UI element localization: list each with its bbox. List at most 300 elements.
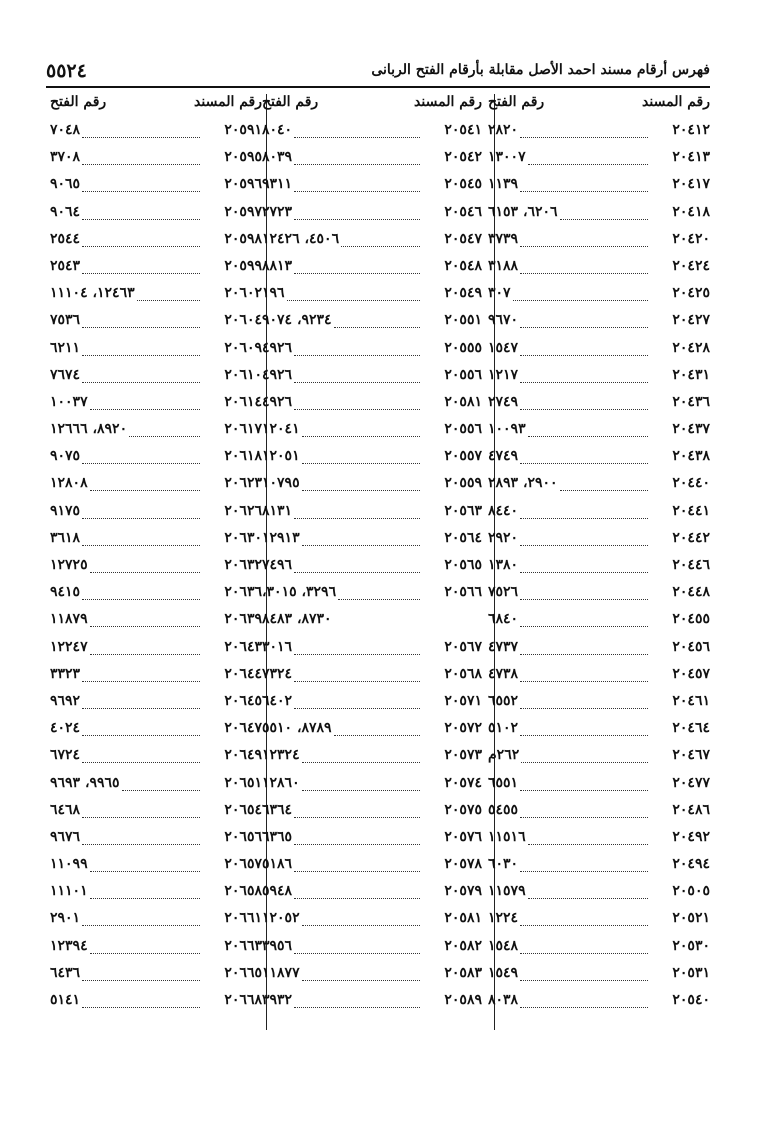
index-row (50, 172, 262, 199)
fath-number: ٥١٤١ (50, 992, 81, 1008)
leader-dots (302, 423, 420, 437)
fath-entry (50, 204, 202, 220)
musnad-number: ٢٠٥٠٥ (672, 883, 710, 900)
fath-entry (262, 231, 422, 247)
musnad-number: ٢٠٦٣٩ (224, 611, 262, 628)
column-headings (262, 92, 482, 118)
index-row (488, 526, 710, 553)
musnad-number: ٢٠٥٥٥ (444, 339, 482, 356)
fath-heading: رقم الفتح (262, 94, 319, 110)
musnad-number: ٢٠٦٦٥ (224, 964, 262, 981)
index-row (262, 852, 482, 879)
leader-dots (294, 342, 420, 356)
musnad-number: ٢٠٥٣٠ (672, 937, 710, 954)
musnad-number: ٢٠٥٩٨ (224, 230, 262, 247)
fath-entry (488, 775, 650, 791)
leader-dots (82, 450, 200, 464)
index-row (262, 444, 482, 471)
leader-dots (520, 505, 648, 519)
fath-entry (262, 394, 422, 410)
leader-dots (122, 777, 200, 791)
fath-entry (262, 176, 422, 192)
fath-entry (262, 367, 422, 383)
fath-entry (488, 312, 650, 328)
index-rows (50, 118, 262, 1015)
fath-number: ٦٣٦٥ (262, 828, 293, 845)
musnad-number: ٢٠٤٧٧ (672, 774, 710, 791)
fath-number: ٥١٠٢ (488, 720, 519, 737)
fath-number: ٤٩٢٦ (262, 366, 293, 383)
musnad-number: ٢٠٦٣٠ (224, 529, 262, 546)
leader-dots (520, 314, 648, 328)
fath-number: ٧٥٣٦ (50, 312, 81, 329)
index-row (488, 254, 710, 281)
index-row (488, 825, 710, 852)
leader-dots (520, 396, 648, 410)
fath-entry (262, 666, 422, 682)
leader-dots (520, 613, 648, 627)
index-row (488, 662, 710, 689)
leader-dots (90, 477, 200, 491)
index-row (262, 988, 482, 1015)
index-row (262, 308, 482, 335)
fath-number: ٤٧٤٩ (488, 448, 519, 465)
musnad-number: ٢٠٤٥٥ (672, 611, 710, 628)
musnad-number: ٢٠٤٦٤ (672, 720, 710, 737)
fath-number: ٣١٨٨ (488, 257, 519, 274)
musnad-number: ٢٠٤٢٠ (672, 230, 710, 247)
leader-dots (334, 314, 420, 328)
fath-number: ١١٥٧٩ (488, 883, 526, 900)
leader-dots (82, 314, 200, 328)
fath-entry (262, 611, 422, 627)
leader-dots (137, 287, 200, 301)
index-row (50, 662, 262, 689)
fath-number: ٦٢٠٦، ٦١٥٣ (488, 203, 558, 220)
musnad-number: ٢٠٦٥٨ (224, 883, 262, 900)
index-row (50, 390, 262, 417)
leader-dots (338, 586, 420, 600)
leader-dots (90, 613, 200, 627)
fath-entry (50, 584, 202, 600)
fath-number: ٤٩٢٦ (262, 339, 293, 356)
fath-number: ٧٤٩٦ (262, 557, 293, 573)
index-row (50, 934, 262, 961)
fath-entry (50, 503, 202, 519)
index-row (488, 553, 710, 580)
index-row (50, 336, 262, 363)
index-row (50, 961, 262, 988)
fath-number: ٣٣٢٣ (50, 665, 81, 682)
leader-dots (82, 260, 200, 274)
musnad-heading: رقم المسند (194, 94, 262, 110)
musnad-number: ٢٠٤٢٤ (672, 257, 710, 274)
fath-entry (50, 340, 202, 356)
leader-dots (520, 450, 648, 464)
musnad-number: ٢٠٥٦٨ (444, 665, 482, 682)
fath-number: ١١٣٩ (488, 176, 519, 193)
musnad-heading: رقم المسند (414, 94, 482, 110)
leader-dots (528, 151, 648, 165)
fath-entry (50, 910, 202, 926)
leader-dots (82, 206, 200, 220)
leader-dots (520, 722, 648, 736)
fath-number: ١٣٠٠٧ (488, 149, 526, 166)
musnad-number: ٢٠٥٤٥ (444, 176, 482, 193)
fath-entry (262, 829, 422, 845)
leader-dots (520, 559, 648, 573)
fath-entry (488, 122, 650, 138)
index-row (488, 988, 710, 1015)
index-row (488, 852, 710, 879)
leader-dots (90, 396, 200, 410)
fath-entry (488, 421, 650, 437)
fath-number: ٨٨١٣ (262, 257, 293, 274)
fath-number: ٨٧٣٠، ٨٤٨٣ (262, 611, 332, 628)
musnad-number: ٢٠٤٤٦ (672, 557, 710, 573)
column-headings (50, 92, 262, 118)
fath-entry (262, 122, 422, 138)
musnad-number: ٢٠٥٦٥ (444, 557, 482, 573)
musnad-number: ٢٠٥٧٩ (444, 883, 482, 900)
fath-number: ٦٧٢٤ (50, 747, 81, 764)
musnad-number: ٢٠٦٣٦ (224, 584, 262, 601)
leader-dots (302, 450, 420, 464)
musnad-number: ٢٠٥٢١ (672, 910, 710, 927)
musnad-number: ٢٠٥٤١ (444, 122, 482, 138)
leader-dots (287, 287, 420, 301)
index-column-right (488, 92, 710, 1008)
fath-entry (488, 584, 650, 600)
musnad-heading: رقم المسند (642, 94, 710, 110)
fath-entry (262, 475, 422, 491)
index-row (50, 580, 262, 607)
fath-number: ١١٥١٦ (488, 828, 526, 845)
leader-dots (82, 967, 200, 981)
fath-entry (50, 231, 202, 247)
leader-dots (302, 912, 420, 926)
fath-entry (262, 421, 422, 437)
leader-dots (82, 668, 200, 682)
musnad-number: ٢٠٥٦٧ (444, 638, 482, 655)
fath-number: ٩٦٧٠ (488, 312, 519, 329)
fath-number: ٩٤١٥ (50, 584, 81, 601)
fath-entry (262, 883, 422, 899)
fath-number: ١٠٠٣٧ (50, 393, 88, 410)
page-header (46, 60, 710, 84)
leader-dots (520, 695, 648, 709)
leader-dots (520, 532, 648, 546)
musnad-number: ٢٠٦٢٦ (224, 502, 262, 519)
fath-number: ٩٦٩٢ (50, 692, 81, 709)
leader-dots (302, 477, 420, 491)
musnad-number: ٢٠٥٤٢ (444, 149, 482, 166)
fath-number: ١٢٠٤١ (262, 421, 300, 438)
fath-entry (50, 421, 202, 437)
musnad-number: ٢٠٥٧٢ (444, 720, 482, 737)
fath-entry (50, 557, 202, 573)
fath-entry (50, 938, 202, 954)
musnad-number: ٢٠٥٥٦ (444, 421, 482, 438)
index-row (50, 825, 262, 852)
musnad-number: ٢٠٦٠٢ (224, 285, 262, 302)
leader-dots (520, 777, 648, 791)
leader-dots (294, 641, 420, 655)
leader-dots (520, 804, 648, 818)
musnad-number: ٢٠٤٣٦ (672, 393, 710, 410)
fath-entry (488, 285, 650, 301)
musnad-number: ٢٠٦٥٤ (224, 801, 262, 818)
fath-entry (262, 530, 422, 546)
index-row (262, 906, 482, 933)
musnad-number: ٢٠٦٥٧ (224, 856, 262, 873)
fath-entry (50, 720, 202, 736)
leader-dots (294, 369, 420, 383)
fath-entry (50, 122, 202, 138)
fath-number: ٣٧٠٨ (50, 149, 81, 166)
leader-dots (294, 559, 420, 573)
index-row (488, 635, 710, 662)
fath-entry (488, 204, 650, 220)
fath-entry (50, 530, 202, 546)
index-row (262, 281, 482, 308)
musnad-number: ٢٠٥٤٦ (444, 203, 482, 220)
fath-entry (262, 149, 422, 165)
musnad-number: ٢٠٤٢٧ (672, 312, 710, 329)
fath-number: ١٥٤٧ (488, 339, 519, 356)
fath-entry (488, 231, 650, 247)
musnad-number: ٢٠٤٣٨ (672, 448, 710, 465)
leader-dots (82, 994, 200, 1008)
fath-number: ٣٦١٨ (50, 529, 81, 546)
index-row (50, 852, 262, 879)
index-column-middle (262, 92, 482, 1008)
index-row (50, 689, 262, 716)
musnad-number: ٢٠٥٧٦ (444, 828, 482, 845)
fath-number: ١٢٣٩٤ (50, 937, 88, 954)
leader-dots (294, 994, 420, 1008)
musnad-number: ٢٠٤٤٢ (672, 529, 710, 546)
musnad-number: ٢٠٤٢٥ (672, 285, 710, 302)
fath-entry (488, 693, 650, 709)
fath-entry (50, 775, 202, 791)
musnad-number: ٢٠٥٥٧ (444, 448, 482, 465)
leader-dots (82, 912, 200, 926)
fath-entry (262, 557, 422, 573)
leader-dots (82, 586, 200, 600)
leader-dots (82, 178, 200, 192)
fath-number: ٩١٧٥ (50, 502, 81, 519)
leader-dots (520, 940, 648, 954)
fath-entry (50, 611, 202, 627)
fath-entry (488, 992, 650, 1008)
fath-number: ١٢٨٠٨ (50, 475, 88, 492)
leader-dots (521, 749, 648, 763)
fath-number: ٩٣١١ (262, 176, 293, 193)
fath-entry (50, 747, 202, 763)
index-row (262, 417, 482, 444)
leader-dots (520, 858, 648, 872)
index-row (488, 444, 710, 471)
index-row (262, 607, 482, 634)
fath-entry (50, 802, 202, 818)
index-row (488, 580, 710, 607)
index-row (50, 743, 262, 770)
index-row (488, 771, 710, 798)
fath-number: ٢٧٤٩ (488, 393, 519, 410)
fath-entry (262, 584, 422, 600)
musnad-number: ٢٠٥٧٤ (444, 774, 482, 791)
musnad-number: ٢٠٦٤٣ (224, 638, 262, 655)
index-row (50, 308, 262, 335)
leader-dots (560, 206, 648, 220)
fath-entry (488, 149, 650, 165)
fath-entry (488, 938, 650, 954)
leader-dots (90, 559, 200, 573)
musnad-number: ٢٠٤٤١ (672, 502, 710, 519)
leader-dots (513, 287, 648, 301)
leader-dots (82, 233, 200, 247)
fath-entry (50, 312, 202, 328)
fath-number: ٤٥٠٦، ١٢٤٢٦ (262, 230, 340, 247)
index-row (262, 879, 482, 906)
musnad-number: ٢٠٥٨٣ (444, 964, 482, 981)
index-row (488, 227, 710, 254)
fath-entry (50, 965, 202, 981)
fath-number: ٦٤٠٢ (262, 692, 293, 709)
index-row (50, 988, 262, 1015)
fath-number: ٨٤٤٠ (488, 502, 519, 519)
fath-entry (262, 910, 422, 926)
fath-entry (50, 666, 202, 682)
index-row (262, 580, 482, 607)
leader-dots (520, 342, 648, 356)
fath-entry (488, 666, 650, 682)
fath-entry (262, 448, 422, 464)
musnad-number: ٢٠٥٦٤ (444, 529, 482, 546)
musnad-number: ٢٠٦١٨ (224, 448, 262, 465)
index-row (262, 254, 482, 281)
leader-dots (334, 614, 420, 627)
fath-entry (488, 802, 650, 818)
fath-number: ٤٧٣٨ (488, 665, 519, 682)
fath-entry (50, 394, 202, 410)
fath-number: ١١٨٧٧ (262, 964, 300, 981)
leader-dots (82, 749, 200, 763)
fath-number: ٦٨٤٠ (488, 611, 519, 628)
index-row (488, 607, 710, 634)
index-row (262, 499, 482, 526)
fath-entry (262, 720, 422, 736)
fath-number: ١٢٩١٣ (262, 529, 300, 546)
fath-entry (262, 775, 422, 791)
index-row (50, 499, 262, 526)
index-row (262, 118, 482, 145)
index-row (262, 662, 482, 689)
fath-entry (488, 747, 650, 763)
leader-dots (294, 206, 420, 220)
leader-dots (294, 151, 420, 165)
musnad-number: ٢٠٥٩٦ (224, 176, 262, 193)
fath-entry (488, 176, 650, 192)
index-row (488, 308, 710, 335)
fath-entry (488, 557, 650, 573)
index-row (50, 363, 262, 390)
index-row (50, 771, 262, 798)
leader-dots (302, 967, 420, 981)
fath-number: ٨٧٨٩، ٥٥١٠ (262, 720, 332, 737)
fath-number: ١٢٣٢٤ (262, 747, 300, 764)
musnad-number: ٢٠٤٩٢ (672, 828, 710, 845)
fath-entry (50, 285, 202, 301)
fath-number: ٩٠٧٥ (50, 448, 81, 465)
musnad-number: ٢٠٥٦٦ (444, 584, 482, 601)
index-row (50, 200, 262, 227)
index-row (488, 471, 710, 498)
fath-entry (262, 503, 422, 519)
fath-number: ١٢١٧ (488, 366, 519, 383)
musnad-number: ٢٠٤١٣ (672, 149, 710, 166)
musnad-number: ٢٠٦١٤ (224, 393, 262, 410)
leader-dots (520, 586, 648, 600)
index-row (50, 417, 262, 444)
musnad-number: ٢٠٥٧١ (444, 692, 482, 709)
fath-entry (50, 829, 202, 845)
musnad-number: ٢٠٤٨٦ (672, 801, 710, 818)
musnad-number: ٢٠٦٦٨ (224, 992, 262, 1008)
musnad-number: ٢٠٥٤٧ (444, 230, 482, 247)
leader-dots (520, 178, 648, 192)
index-row (50, 879, 262, 906)
leader-dots (341, 233, 420, 247)
musnad-number: ٢٠٦١٠ (224, 366, 262, 383)
fath-entry (488, 530, 650, 546)
index-row (262, 961, 482, 988)
fath-number: ٢٥٤٣ (50, 257, 81, 274)
leader-dots (294, 695, 420, 709)
index-row (262, 390, 482, 417)
fath-heading: رقم الفتح (488, 94, 545, 110)
musnad-number: ٢٠٥٥٦ (444, 366, 482, 383)
musnad-number: ٢٠٤٥٦ (672, 638, 710, 655)
leader-dots (294, 831, 420, 845)
fath-number: ١٠٧٩٥ (262, 475, 300, 492)
fath-number: ٢٩٠٠، ٢٨٩٣ (488, 475, 558, 492)
fath-number: ١٢٠٥٢ (262, 910, 300, 927)
fath-number: ٣٧٣٩ (488, 230, 519, 247)
leader-dots (82, 505, 200, 519)
fath-entry (488, 639, 650, 655)
fath-entry (262, 938, 422, 954)
fath-entry (50, 693, 202, 709)
index-row (50, 444, 262, 471)
fath-entry (488, 720, 650, 736)
index-row (50, 635, 262, 662)
fath-entry (488, 883, 650, 899)
musnad-number: ٢٠٥٦٣ (444, 502, 482, 519)
index-row (488, 390, 710, 417)
leader-dots (82, 124, 200, 138)
fath-number: ٥٤٥٥ (488, 801, 519, 818)
fath-entry (488, 475, 650, 491)
fath-number: ٣٩٣٢ (262, 992, 293, 1008)
fath-number: ١١١٠١ (50, 883, 88, 900)
leader-dots (520, 912, 648, 926)
leader-dots (294, 940, 420, 954)
musnad-number: ٢٠٦٤٤ (224, 665, 262, 682)
fath-entry (50, 367, 202, 383)
leader-dots (528, 831, 648, 845)
